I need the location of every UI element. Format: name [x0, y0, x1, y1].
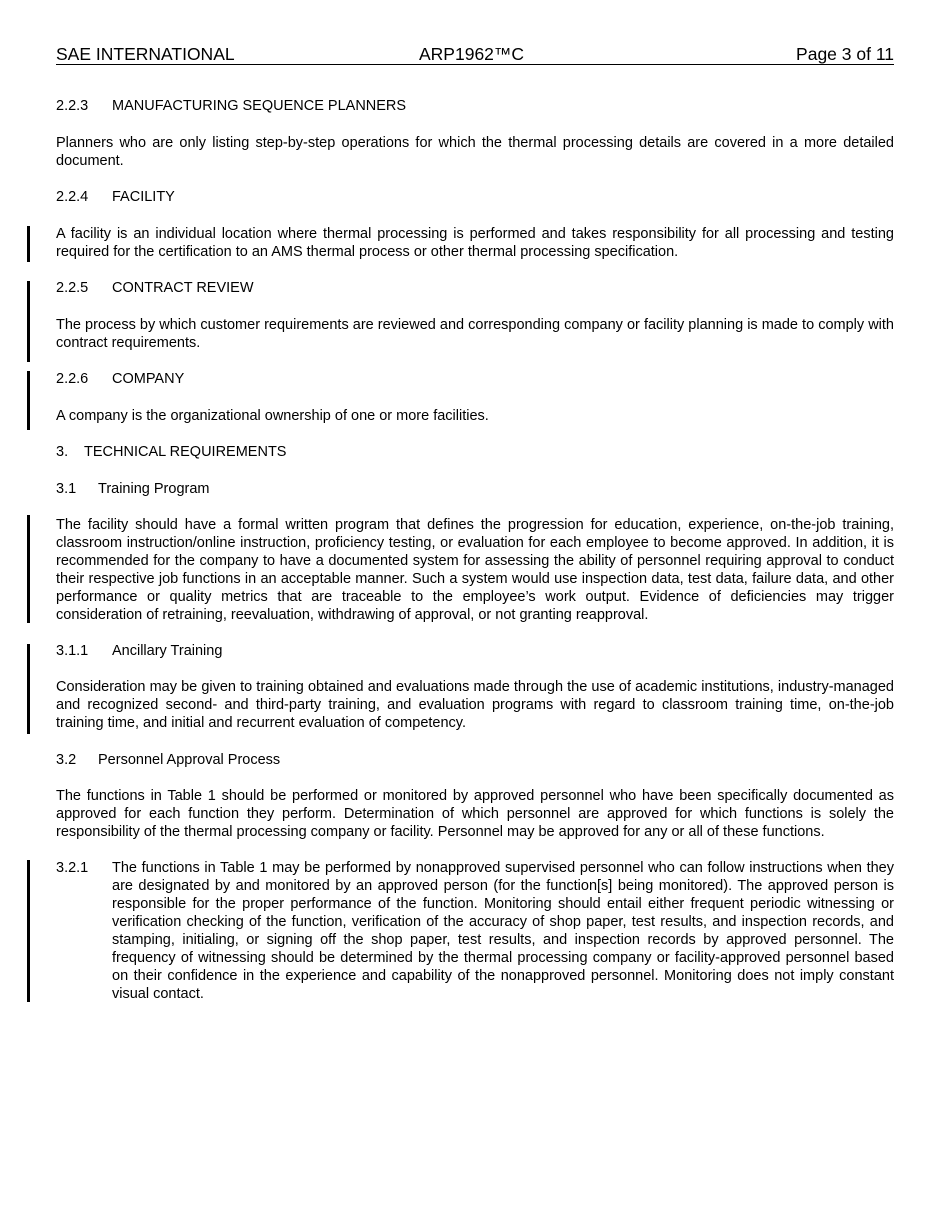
change-bar	[27, 371, 30, 430]
section-number: 3.1.1	[56, 643, 89, 659]
section-heading-3	[56, 443, 286, 461]
section-body-3-1: The facility should have a formal written program that defines the progression for education, experience, on-the-job training, classroom instruction/online instruction, proficiency testing, or evaluation for each employee to become approved. In addition, it is recommended for the company to have a documented system for assessing the ability of personnel requiring approval to conduct their respective job functions in an acceptable manner. Such a system would use inspection data, test data, failure data, and other performance or quality metrics that are traceable to the employee’s work output. Evidence of deficiencies may trigger consideration of retraining, reevaluation, withdrawing of approval, or not granting reapproval.	[56, 517, 894, 623]
header-page-number: Page 3 of 11	[796, 44, 894, 64]
change-bar	[27, 226, 30, 262]
change-bar	[27, 644, 30, 734]
section-heading-3-2	[56, 751, 280, 769]
section-title: Personnel Approval Process	[98, 752, 281, 768]
section-title: TECHNICAL REQUIREMENTS	[84, 444, 287, 460]
section-title: MANUFACTURING SEQUENCE PLANNERS	[112, 98, 407, 114]
section-heading-3-1-1	[56, 642, 222, 660]
section-body-3-1-1: Consideration may be given to training obtained and evaluations made through the use of academic institutions, industry-managed and recognized second- and third-party training, and evaluation programs with regard to classroom training time, on-the-job training time, and initial and recurrent evaluation of competency.	[56, 679, 894, 731]
section-title: Ancillary Training	[112, 643, 223, 659]
section-body-2-2-4: A facility is an individual location where thermal processing is performed and takes responsibility for all processing and testing required for the certification to an AMS thermal process or other thermal processing specification.	[56, 226, 894, 260]
section-heading-3-1	[56, 480, 209, 498]
section-title: COMPANY	[112, 371, 185, 387]
change-bar	[27, 515, 30, 623]
section-title: Training Program	[98, 481, 210, 497]
change-bar	[27, 860, 30, 1002]
section-body-3-2: The functions in Table 1 should be performed or monitored by approved personnel who have been specifically documented as approved for each function they perform. Determination of which personnel are approved for which functions is solely the responsibility of the thermal processing company or facility. Personnel may be approved for any or all of these functions.	[56, 788, 894, 840]
section-number: 3.2	[56, 752, 77, 768]
section-body-2-2-6: A company is the organizational ownership of one or more facilities.	[56, 408, 489, 424]
section-title: FACILITY	[112, 189, 175, 205]
header-organization: SAE INTERNATIONAL	[56, 44, 235, 64]
section-heading-2-2-5	[56, 279, 254, 297]
section-number: 2.2.4	[56, 189, 89, 205]
section-heading-2-2-4	[56, 188, 175, 206]
section-number: 2.2.6	[56, 371, 89, 387]
change-bar	[27, 281, 30, 362]
section-body-2-2-5: The process by which customer requirements are reviewed and corresponding company or facility planning is made to comply with contract requirements.	[56, 317, 894, 351]
section-number: 2.2.5	[56, 280, 89, 296]
section-heading-2-2-3	[56, 97, 406, 115]
header-document-id: ARP1962™C	[419, 44, 525, 64]
section-number: 2.2.3	[56, 98, 89, 114]
section-body-2-2-3: Planners who are only listing step-by-step operations for which the thermal processing details are covered in a more detailed document.	[56, 135, 894, 169]
section-title: CONTRACT REVIEW	[112, 280, 254, 296]
section-number: 3.1	[56, 481, 77, 497]
section-item-text: The functions in Table 1 may be performed by nonapproved supervised personnel who can follow instructions when they are designated by and monitored by an approved person (for the function[s] being monitored). The approved person is responsible for the proper performance of the function. Monitoring should entail either frequent periodic witnessing or verification checking of the function, verification of the accuracy of shop paper, test results, and inspection records, and stamping, initialing, or signing off the shop paper, test results, and inspection records by approved personnel. The frequency of witnessing should be determined by the thermal processing company or facility-approved personnel based on their confidence in the experience and capability of the nonapproved personnel. Monitoring does not imply constant visual contact.	[112, 860, 894, 1002]
section-number: 3.	[56, 444, 69, 460]
section-heading-2-2-6	[56, 370, 184, 388]
section-item-3-2-1	[56, 859, 894, 1003]
section-number: 3.2.1	[56, 860, 89, 876]
page-header	[56, 44, 894, 65]
